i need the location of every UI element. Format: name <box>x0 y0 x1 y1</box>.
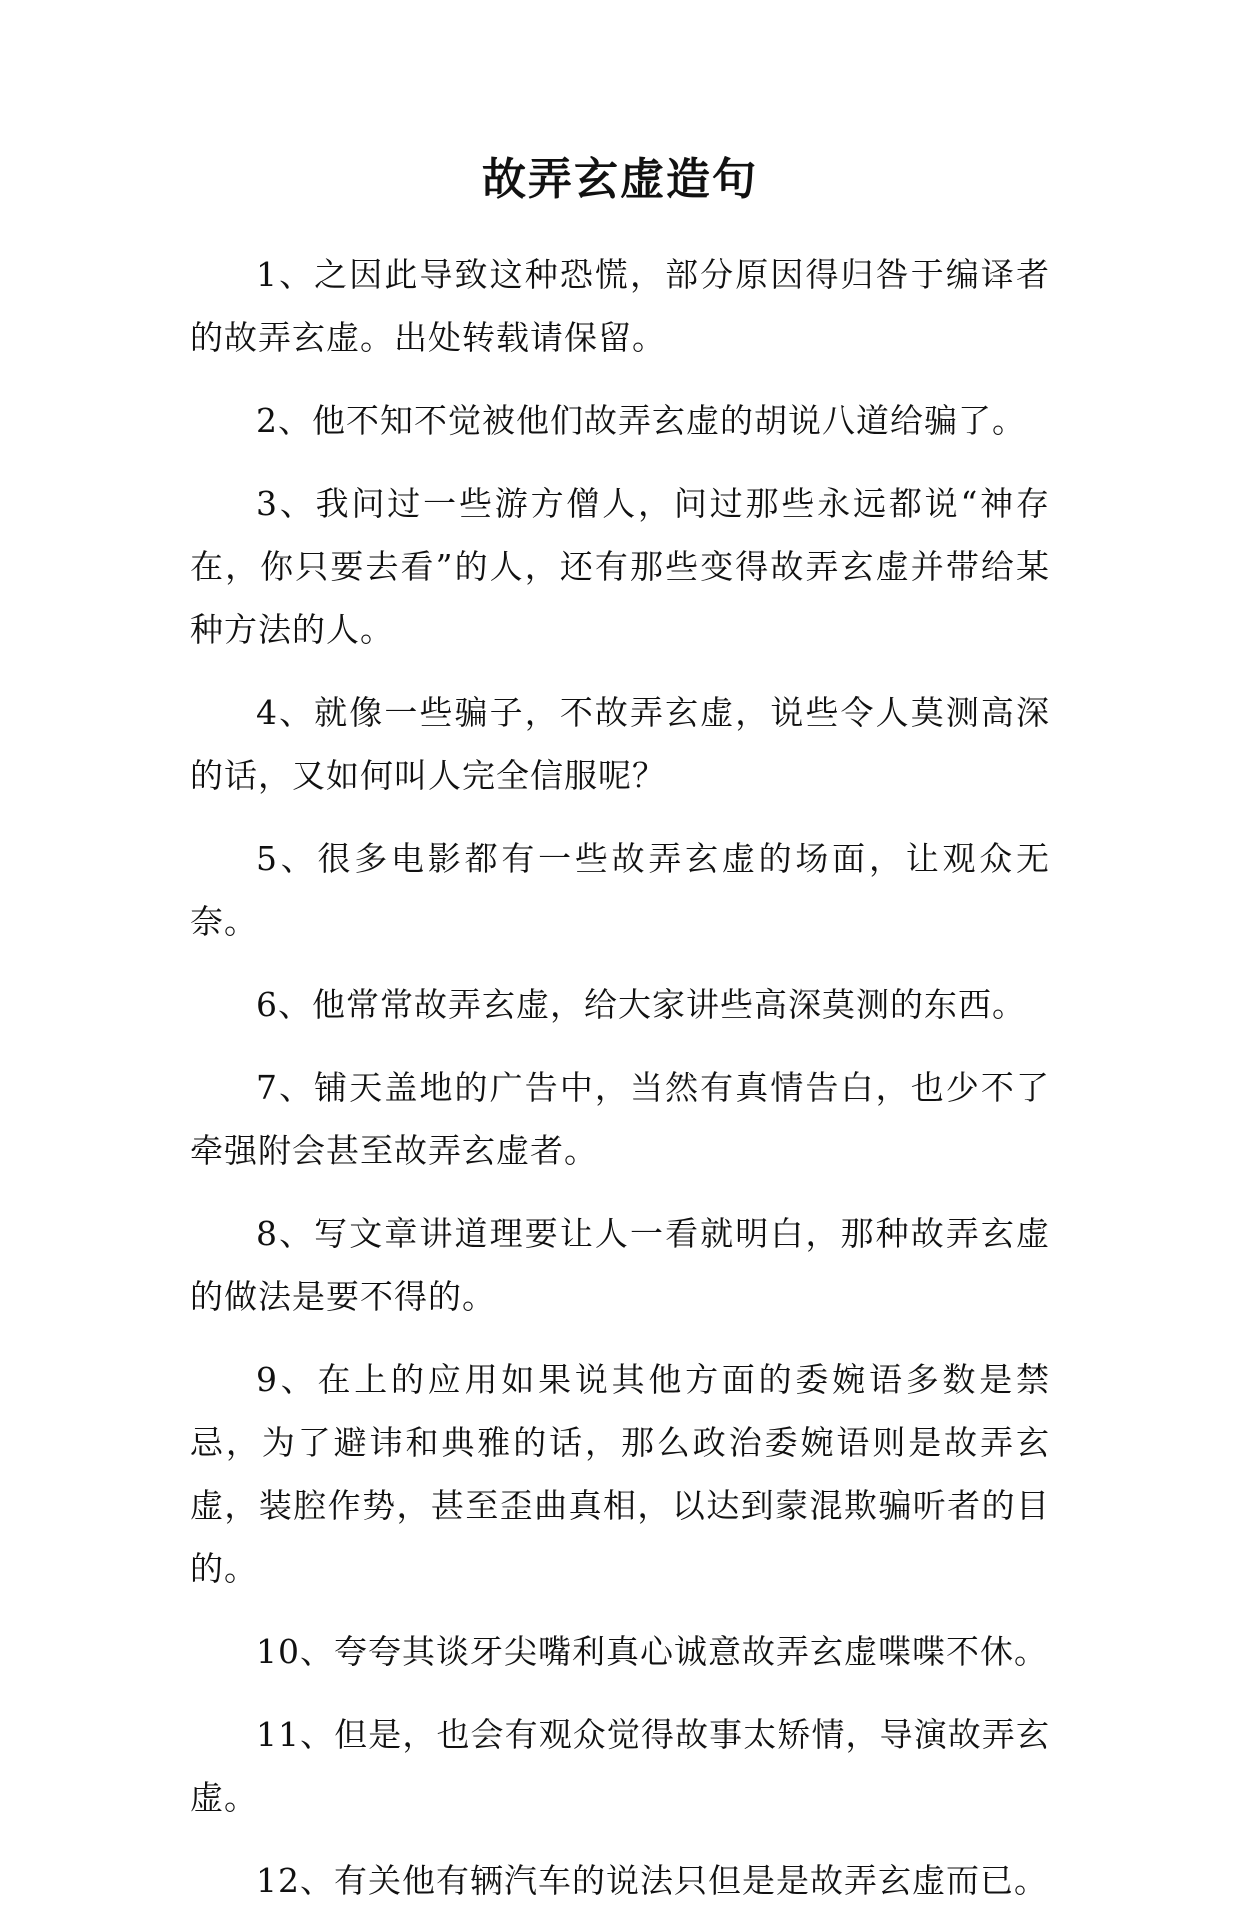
sentence-paragraph: 4、就像一些骗子，不故弄玄虚，说些令人莫测高深的话，又如何叫人完全信服呢？ <box>190 693 1050 795</box>
sentence-paragraph: 9、在上的应用如果说其他方面的委婉语多数是禁忌，为了避讳和典雅的话，那么政治委婉语则是故弄玄虚，装腔作势，甚至歪曲真相，以达到蒙混欺骗听者的目的。 <box>190 1360 1050 1588</box>
document-body <box>190 243 1050 1932</box>
sentence-paragraph: 5、很多电影都有一些故弄玄虚的场面，让观众无奈。 <box>190 839 1050 941</box>
sentence-paragraph: 6、他常常故弄玄虚，给大家讲些高深莫测的东西。 <box>256 985 1026 1024</box>
sentence-paragraph: 3、我问过一些游方僧人，问过那些永远都说“神存在，你只要去看”的人，还有那些变得故弄玄虚并带给某种方法的人。 <box>190 484 1050 649</box>
sentence-paragraph: 12、有关他有辆汽车的说法只但是是故弄玄虚而已。 <box>256 1861 1048 1900</box>
sentence-paragraph: 8、写文章讲道理要让人一看就明白，那种故弄玄虚的做法是要不得的。 <box>190 1214 1050 1316</box>
page-title: 故弄玄虚造句 <box>482 154 758 205</box>
sentence-paragraph: 1、之因此导致这种恐慌，部分原因得归咎于编译者的故弄玄虚。出处转载请保留。 <box>190 255 1050 357</box>
sentence-paragraph: 11、但是，也会有观众觉得故事太矫情，导演故弄玄虚。 <box>190 1715 1050 1817</box>
sentence-paragraph: 2、他不知不觉被他们故弄玄虚的胡说八道给骗了。 <box>256 401 1026 440</box>
sentence-paragraph: 10、夸夸其谈牙尖嘴利真心诚意故弄玄虚喋喋不休。 <box>256 1632 1048 1671</box>
sentence-paragraph: 7、铺天盖地的广告中，当然有真情告白，也少不了牵强附会甚至故弄玄虚者。 <box>190 1068 1050 1170</box>
